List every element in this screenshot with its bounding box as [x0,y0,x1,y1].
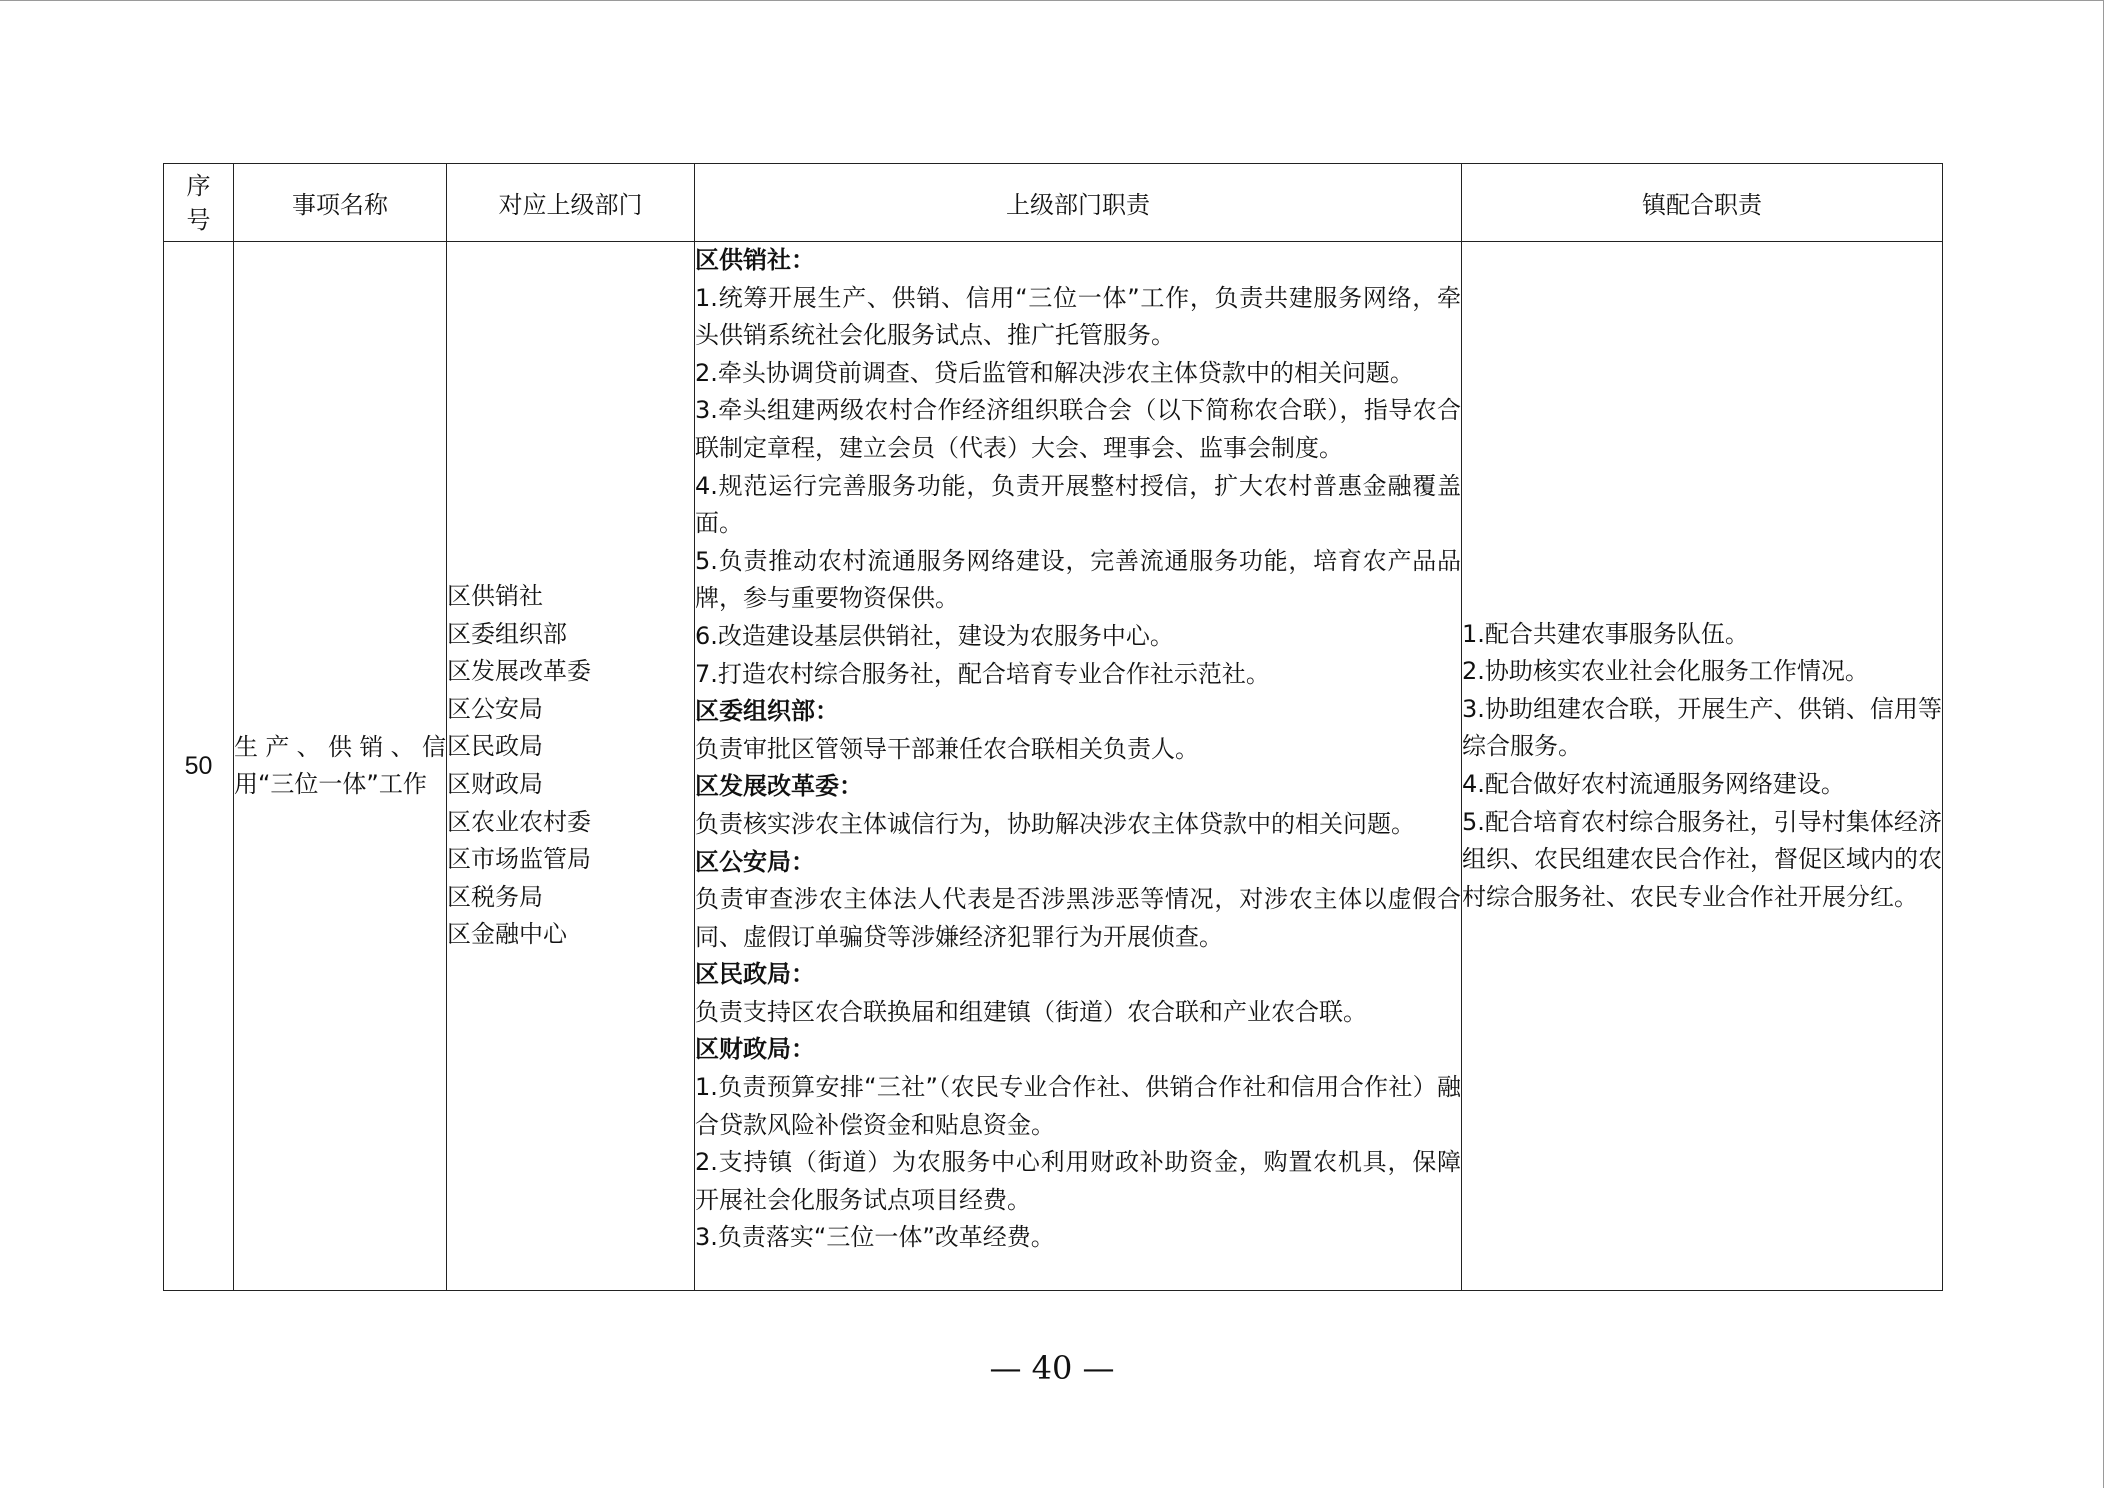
responsibility-item: 6.改造建设基层供销社，建设为农服务中心。 [695,621,1174,650]
table-row [164,242,1943,1291]
responsibility-item: 3.牵头组建两级农村合作经济组织联合会（以下简称农合联），指导农合联制定章程，建立会员（代表）大会、理事会、监事会制度。 [695,396,1461,462]
responsibility-heading: 区财政局： [695,1035,815,1064]
responsibility-item: 负责审查涉农主体法人代表是否涉黑涉恶等情况，对涉农主体以虚假合同、虚假订单骗贷等涉嫌经济犯罪行为开展侦查。 [695,885,1461,951]
department-item: 区金融中心 [447,920,567,949]
responsibility-item: 1.负责预算安排“三社”（农民专业合作社、供销合作社和信用合作社）融合贷款风险补偿资金和贴息资金。 [695,1073,1461,1139]
responsibility-item: 5.负责推动农村流通服务网络建设，完善流通服务功能，培育农产品品牌，参与重要物资保供。 [695,546,1461,613]
responsibility-heading: 区发展改革委： [695,772,863,801]
town-duty-item: 1.配合共建农事服务队伍。 [1462,619,1749,648]
header-seq-line-2: 号 [186,205,211,234]
duty-table [163,163,1943,1291]
responsibility-item: 3.负责落实“三位一体”改革经费。 [695,1223,1055,1252]
responsibility-heading: 区供销社： [695,246,815,274]
table-header-row [164,164,1943,242]
responsibility-item: 4.规范运行完善服务功能，负责开展整村授信，扩大农村普惠金融覆盖面。 [695,471,1461,538]
department-item: 区公安局 [447,694,543,723]
responsibility-item: 负责核实涉农主体诚信行为，协助解决涉农主体贷款中的相关问题。 [695,809,1415,838]
header-town-duties: 镇配合职责 [1462,164,1943,242]
town-duty-item: 4.配合做好农村流通服务网络建设。 [1462,770,1845,798]
department-item: 区财政局 [447,770,543,798]
header-seq-line-1: 序 [186,171,211,200]
department-item: 区农业农村委 [447,807,591,836]
header-seq [164,164,234,242]
town-duty-item: 5.配合培育农村综合服务社，引导村集体经济组织、农民组建农民合作社，督促区域内的农村综合服务社、农民专业合作社开展分红。 [1462,807,1942,911]
responsibility-heading: 区公安局： [695,847,815,876]
responsibility-item: 7.打造农村综合服务社，配合培育专业合作社示范社。 [695,659,1270,688]
town-duty-item: 3.协助组建农合联，开展生产、供销、信用等综合服务。 [1462,694,1942,761]
department-item: 区发展改革委 [447,657,591,686]
department-item: 区市场监管局 [447,845,591,874]
header-superior-dept: 对应上级部门 [447,164,695,242]
header-superior-duties: 上级部门职责 [695,164,1462,242]
department-item: 区委组织部 [447,619,567,648]
department-item: 区税务局 [447,882,543,911]
responsibility-heading: 区民政局： [695,960,815,989]
department-item: 区供销社 [447,582,543,611]
row-item-name: 生产、供销、信用“三位一体”工作 [234,242,447,1291]
page-number: — 40 — [989,1349,1115,1387]
responsibility-heading: 区委组织部： [695,697,839,726]
row-departments [447,242,695,1291]
row-town-duties [1462,242,1943,1291]
responsibility-item: 负责支持区农合联换届和组建镇（街道）农合联和产业农合联。 [695,997,1367,1026]
header-item-name: 事项名称 [234,164,447,242]
responsibility-item: 2.支持镇（街道）为农服务中心利用财政补助资金，购置农机具，保障开展社会化服务试点项目经费。 [695,1148,1461,1214]
responsibility-item: 1.统筹开展生产、供销、信用“三位一体”工作，负责共建服务网络，牵头供销系统社会化服务试点、推广托管服务。 [695,283,1461,350]
department-item: 区民政局 [447,732,543,761]
responsibility-item: 2.牵头协调贷前调查、贷后监管和解决涉农主体贷款中的相关问题。 [695,358,1414,387]
row-seq: 50 [164,242,234,1291]
row-superior-duties [695,242,1462,1291]
responsibility-item: 负责审批区管领导干部兼任农合联相关负责人。 [695,734,1199,763]
town-duty-item: 2.协助核实农业社会化服务工作情况。 [1462,657,1869,686]
